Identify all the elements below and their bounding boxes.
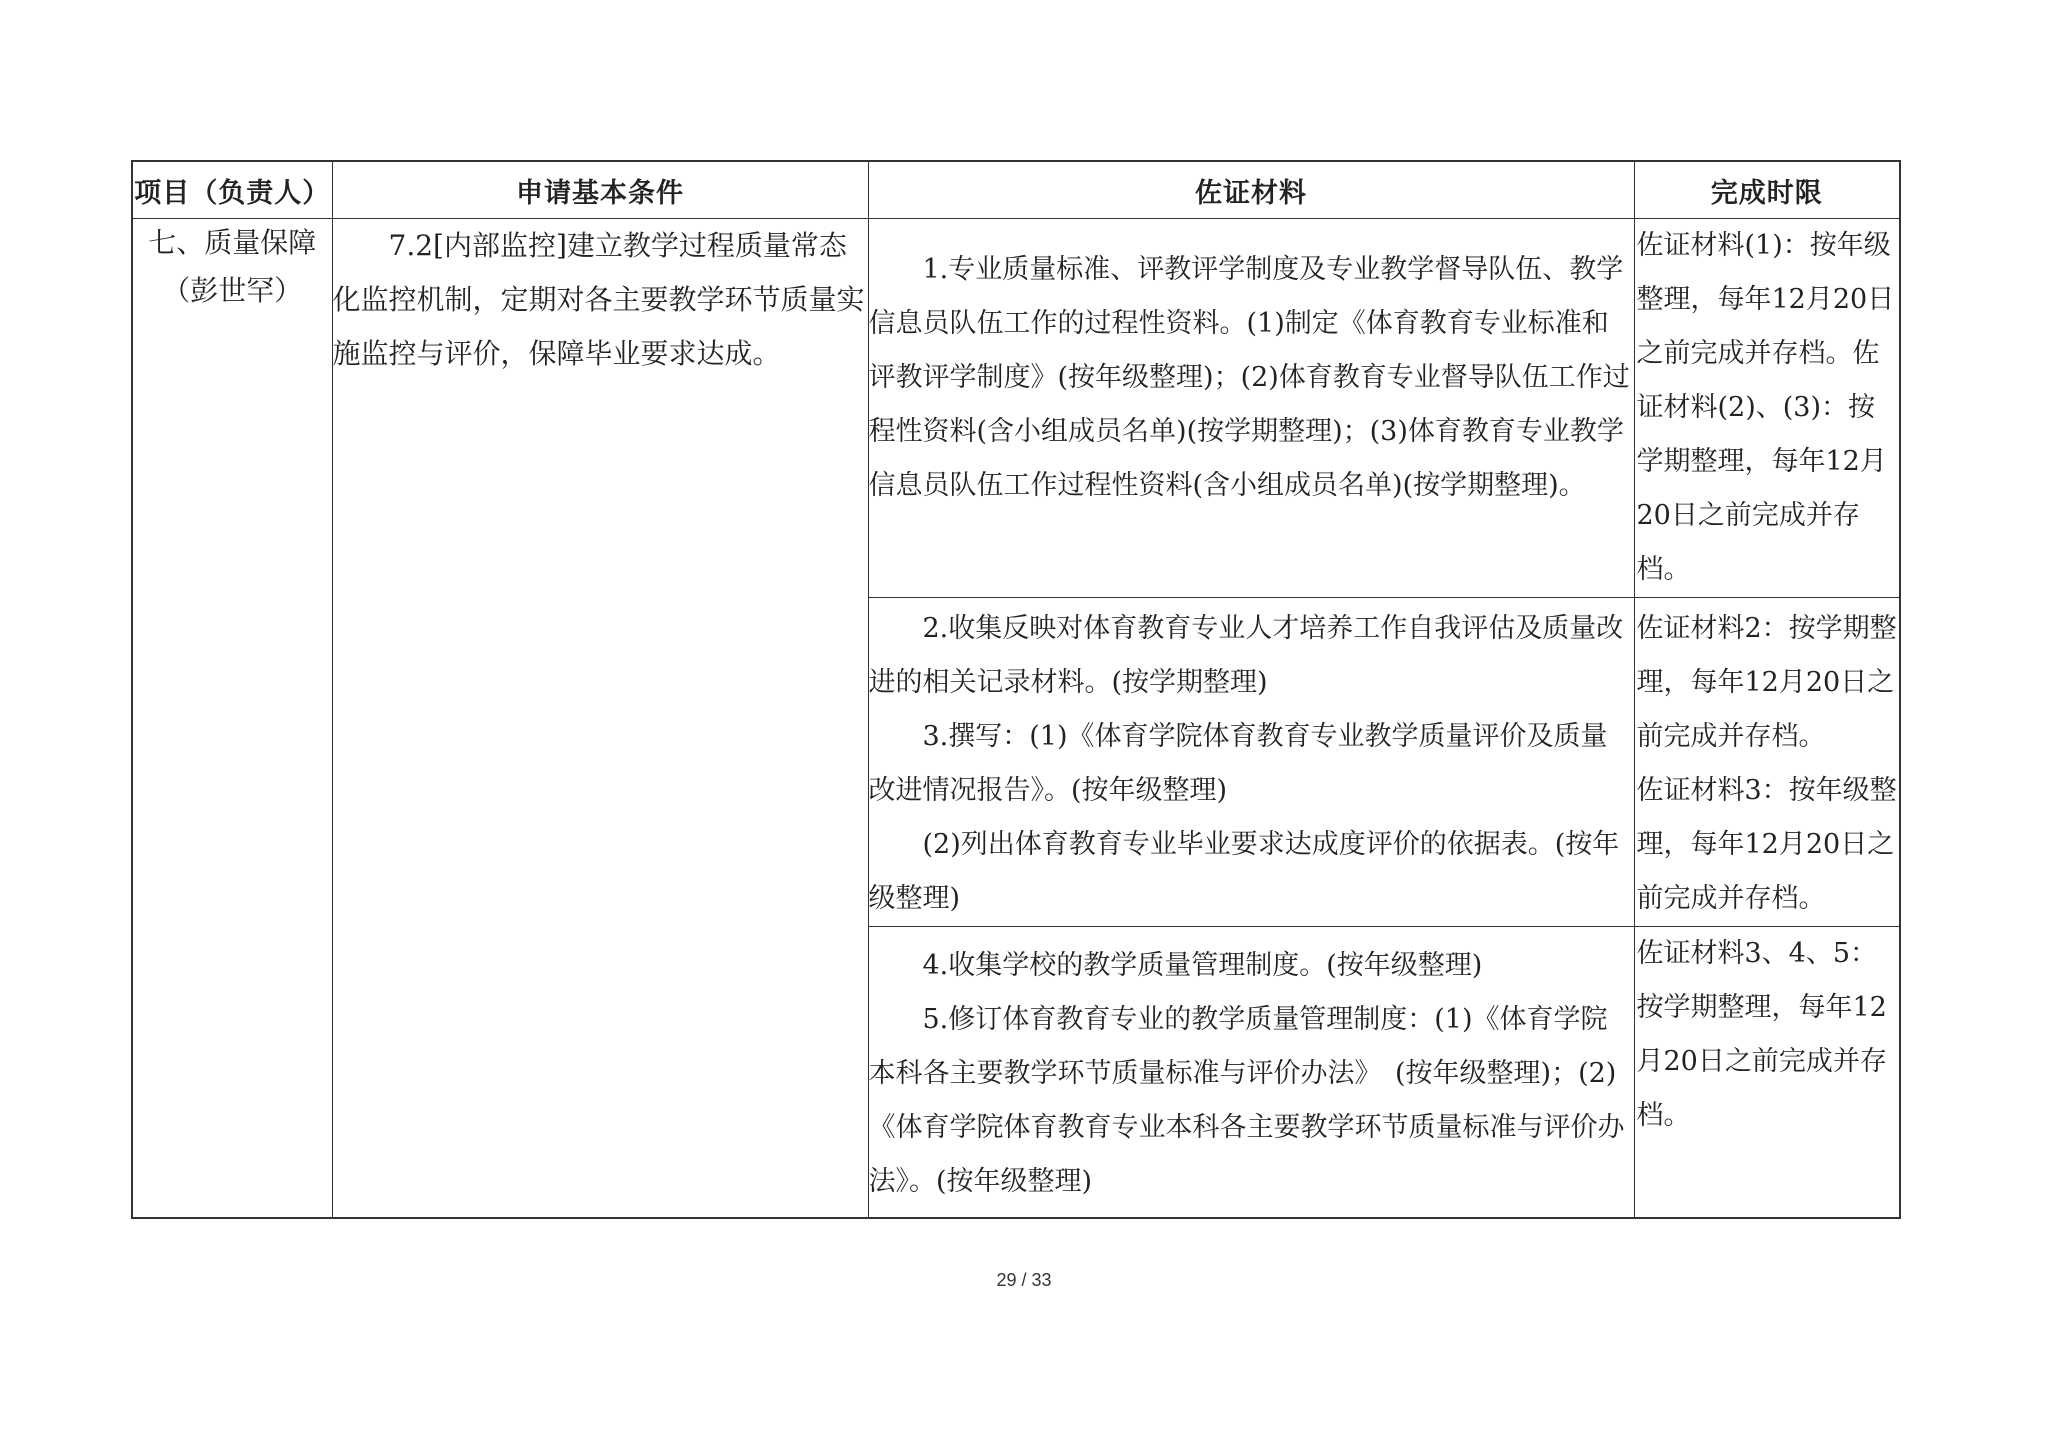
deadline-cell: [1634, 219, 1900, 598]
deadline-text: 佐证材料2：按学期整理，每年12月20日之前完成并存档。: [1636, 613, 1897, 752]
evidence-item: 3.撰写：(1)《体育学院体育教育专业教学质量评价及质量改进情况报告》。(按年级整理): [868, 721, 1608, 806]
deadline-text: 佐证材料(1)：按年级整理，每年12月20日之前完成并存档。佐证材料(2)、(3)：按学期整理，每年12月20日之前完成并存档。: [1636, 230, 1895, 585]
evidence-item: 1.专业质量标准、评教评学制度及专业教学督导队伍、教学信息员队伍工作的过程性资料。(1)制定《体育教育专业标准和评教评学制度》(按年级整理)；(2)体育教育专业督导队伍工作过程性资料(含小组成员名单)(按学期整理)；(3)体育教育专业教学信息员队伍工作过程性资料(含小组成员名单)(按学期整理)。: [868, 254, 1630, 501]
evidence-item: 2.收集反映对体育教育专业人才培养工作自我评估及质量改进的相关记录材料。(按学期整理): [868, 613, 1624, 698]
deadline-cell: [1634, 927, 1900, 1219]
page-number: 29 / 33: [996, 1270, 1052, 1290]
condition-cell: [332, 219, 868, 1219]
header-evidence-materials: 佐证材料: [868, 161, 1634, 219]
evidence-cell: [868, 219, 1634, 598]
project-owner: （彭世罕）: [162, 274, 303, 307]
header-project-owner: 项目（负责人）: [132, 161, 332, 219]
table-row: [132, 219, 1900, 598]
evidence-cell: [868, 598, 1634, 927]
table-header-row: [132, 161, 1900, 219]
evidence-item: (2)列出体育教育专业毕业要求达成度评价的依据表。(按年级整理): [868, 829, 1620, 914]
header-basic-conditions: 申请基本条件: [332, 161, 868, 219]
deadline-cell: [1634, 598, 1900, 927]
evidence-item: 5.修订体育教育专业的教学质量管理制度：(1)《体育学院本科各主要教学环节质量标准与评价办法》 (按年级整理)；(2)《体育学院体育教育专业本科各主要教学环节质量标准与评价办法》。(按年级整理): [868, 1004, 1625, 1197]
project-name: 七、质量保障: [148, 226, 317, 259]
condition-text: 7.2[内部监控]建立教学过程质量常态化监控机制，定期对各主要教学环节质量实施监控与评价，保障毕业要求达成。: [332, 229, 865, 370]
header-deadline: 完成时限: [1634, 161, 1900, 219]
evidence-cell: [868, 927, 1634, 1219]
evidence-item: 4.收集学校的教学质量管理制度。(按年级整理): [922, 950, 1483, 981]
project-cell: [132, 219, 332, 1219]
quality-assurance-table: [131, 160, 1901, 1219]
deadline-text: 佐证材料3：按年级整理，每年12月20日之前完成并存档。: [1636, 775, 1897, 914]
deadline-text: 佐证材料3、4、5：按学期整理，每年12月20日之前完成并存档。: [1636, 938, 1887, 1131]
